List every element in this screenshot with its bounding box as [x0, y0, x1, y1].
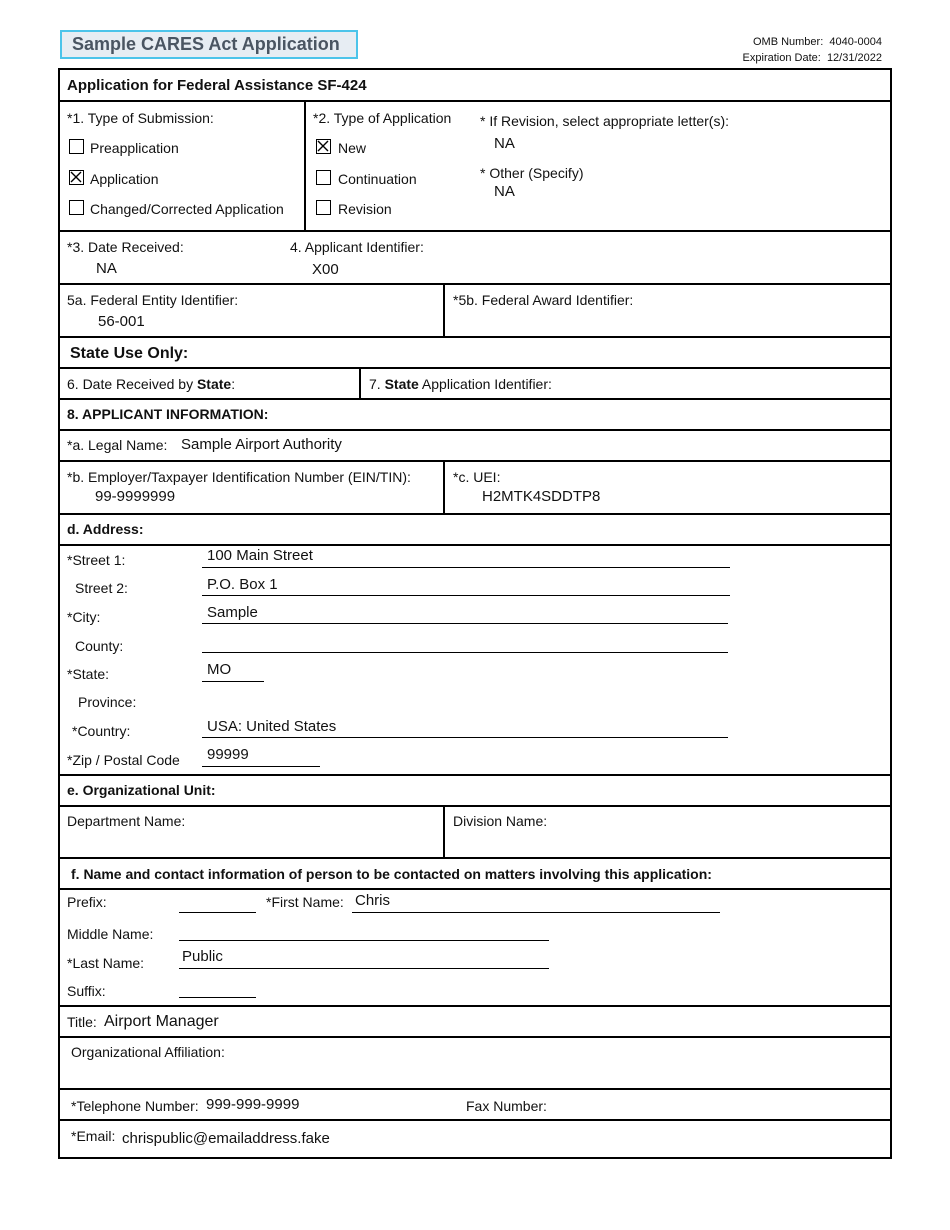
organizational-affiliation-label: Organizational Affiliation:	[71, 1044, 225, 1060]
preapplication-checkbox[interactable]	[69, 139, 84, 154]
street2-field[interactable]: P.O. Box 1	[207, 576, 278, 593]
telephone-field[interactable]: 999-999-9999	[206, 1096, 300, 1113]
prefix-field[interactable]	[179, 912, 256, 913]
last-name-field[interactable]: Public	[182, 948, 223, 965]
expiration-label: Expiration Date:	[742, 52, 821, 64]
document-title: Sample CARES Act Application	[60, 30, 358, 59]
street2-label: Street 2:	[75, 580, 128, 596]
zip-label: *Zip / Postal Code	[67, 752, 180, 768]
state-field[interactable]: MO	[207, 661, 232, 678]
address-heading: d. Address:	[67, 521, 144, 537]
first-name-field[interactable]: Chris	[355, 892, 391, 909]
revision-checkbox[interactable]	[316, 200, 331, 215]
county-label: County:	[75, 638, 124, 654]
new-checkbox[interactable]	[316, 139, 331, 154]
uei-value[interactable]: H2MTK4SDDTP8	[482, 488, 601, 505]
zip-field[interactable]: 99999	[207, 746, 249, 763]
checkmark-x-icon	[317, 140, 329, 152]
revision-letter-label: * If Revision, select appropriate letter(s):	[480, 113, 729, 129]
suffix-label: Suffix:	[67, 983, 106, 999]
date-received-value[interactable]: NA	[96, 260, 117, 277]
omb-number-line	[753, 35, 882, 50]
organizational-unit-heading: e. Organizational Unit:	[67, 782, 216, 798]
department-name-label: Department Name:	[67, 813, 186, 829]
omb-number-label: OMB Number:	[752, 36, 824, 48]
applicant-information-heading: 8. APPLICANT INFORMATION:	[67, 406, 269, 422]
expiration-date: 12/31/2022	[826, 52, 882, 64]
changed-corrected-label: Changed/Corrected Application	[90, 201, 284, 217]
uei-label: *c. UEI:	[453, 469, 501, 485]
continuation-label: Continuation	[338, 171, 417, 187]
preapplication-label: Preapplication	[90, 140, 179, 156]
applicant-identifier-value[interactable]: X00	[312, 261, 339, 278]
ein-label: *b. Employer/Taxpayer Identification Number (EIN/TIN):	[67, 469, 411, 485]
fax-label: Fax Number:	[466, 1098, 547, 1114]
application-checkbox[interactable]	[69, 170, 84, 185]
city-label: *City:	[67, 609, 101, 625]
new-label: New	[338, 140, 367, 156]
form-title: Application for Federal Assistance SF-424	[67, 77, 367, 94]
state-use-heading: State Use Only:	[70, 345, 189, 362]
federal-award-identifier-label: *5b. Federal Award Identifier:	[453, 292, 634, 308]
prefix-label: Prefix:	[67, 894, 107, 910]
middle-name-field[interactable]	[179, 940, 549, 941]
legal-name-value[interactable]: Sample Airport Authority	[181, 436, 342, 453]
title-field[interactable]: Airport Manager	[104, 1013, 219, 1030]
email-field[interactable]: chrispublic@emailaddress.fake	[122, 1130, 330, 1147]
federal-entity-identifier-value[interactable]: 56-001	[98, 313, 145, 330]
country-field[interactable]: USA: United States	[207, 718, 337, 735]
omb-number: 4040-0004	[829, 36, 882, 48]
expiration-line	[743, 51, 882, 66]
federal-entity-identifier-label: 5a. Federal Entity Identifier:	[67, 292, 239, 308]
application-label: Application	[90, 171, 159, 187]
checkmark-x-icon	[70, 171, 82, 183]
continuation-checkbox[interactable]	[316, 170, 331, 185]
division-name-label: Division Name:	[453, 813, 548, 829]
contact-heading: f. Name and contact information of person to be contacted on matters involving this application:	[71, 866, 712, 882]
date-received-by-state-label: 6. Date Received by State:	[67, 376, 236, 392]
other-specify-label: * Other (Specify)	[480, 165, 584, 181]
revision-label: Revision	[338, 201, 392, 217]
province-label: Province:	[78, 694, 137, 710]
first-name-label: *First Name:	[266, 894, 344, 910]
other-specify-value[interactable]: NA	[494, 183, 515, 200]
email-label: *Email:	[71, 1128, 116, 1144]
submission-type-label: *1. Type of Submission:	[67, 110, 214, 126]
last-name-label: *Last Name:	[67, 955, 145, 971]
street1-field[interactable]: 100 Main Street	[207, 547, 313, 564]
applicant-identifier-label: 4. Applicant Identifier:	[290, 239, 424, 255]
application-type-label: *2. Type of Application	[313, 110, 452, 126]
street1-label: *Street 1:	[67, 552, 126, 568]
telephone-label: *Telephone Number:	[71, 1098, 199, 1114]
ein-value[interactable]: 99-9999999	[95, 488, 176, 505]
changed-corrected-checkbox[interactable]	[69, 200, 84, 215]
title-label: Title:	[67, 1014, 97, 1030]
state-label: *State:	[67, 666, 110, 682]
date-received-label: *3. Date Received:	[67, 239, 184, 255]
suffix-field[interactable]	[179, 997, 256, 998]
state-application-identifier-label: 7. State Application Identifier:	[369, 376, 552, 392]
legal-name-label: *a. Legal Name:	[67, 437, 168, 453]
middle-name-label: Middle Name:	[67, 926, 154, 942]
country-label: *Country:	[72, 723, 131, 739]
revision-letter-value[interactable]: NA	[494, 135, 515, 152]
city-field[interactable]: Sample	[207, 604, 258, 621]
